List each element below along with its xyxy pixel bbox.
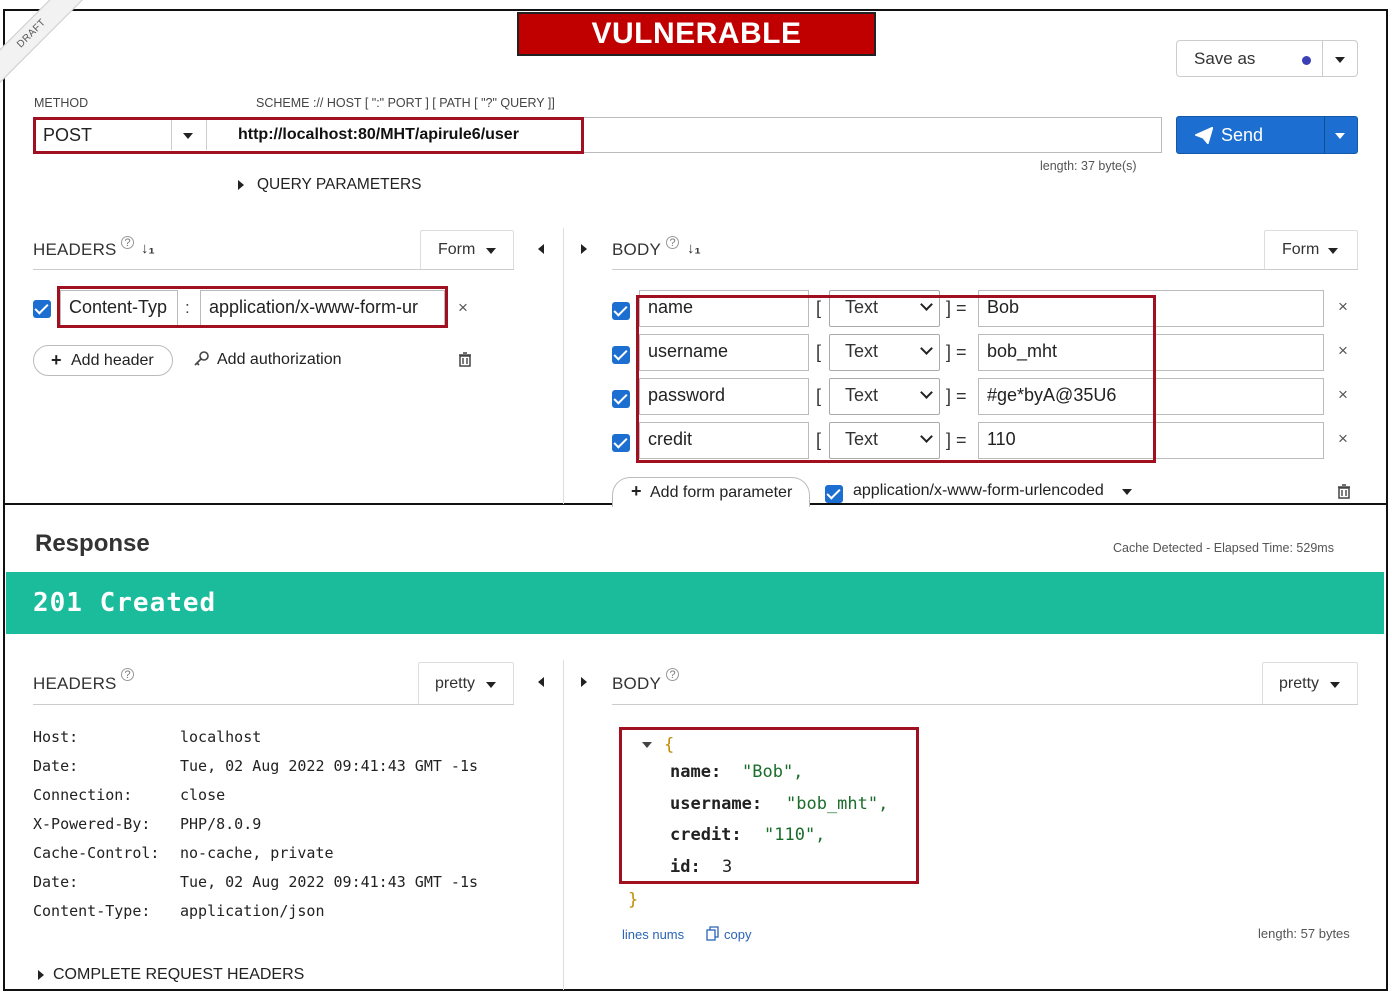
param-name-input[interactable]: username [639, 334, 809, 371]
help-icon[interactable]: ? [666, 236, 679, 249]
add-header-label: Add header [71, 352, 154, 369]
resp-body-mode[interactable] [1262, 662, 1358, 704]
resp-body-mode-label: pretty [1279, 675, 1320, 692]
response-length: length: 57 bytes [1258, 926, 1350, 941]
param-name-input[interactable]: name [639, 290, 809, 327]
save-as-button[interactable] [1176, 40, 1358, 77]
response-header-value: Tue, 02 Aug 2022 09:41:43 GMT -1s [180, 757, 479, 775]
method-label: METHOD [34, 96, 89, 110]
complete-headers-expand-icon[interactable] [38, 970, 44, 980]
trash-icon[interactable] [1337, 484, 1351, 499]
content-type-checkbox[interactable] [825, 485, 843, 503]
add-form-parameter-label: Add form parameter [650, 484, 793, 501]
param-name-input[interactable]: password [639, 378, 809, 415]
add-form-parameter-button[interactable] [612, 477, 810, 507]
param-close-eq: ] = [946, 298, 967, 318]
resp-body-title: BODY [612, 674, 661, 693]
url-input[interactable]: http://localhost:80/MHT/apirule6/user [238, 126, 519, 143]
sort-icon[interactable]: ↓₁ [141, 240, 155, 257]
resp-headers-title: HEADERS [33, 674, 117, 693]
chevron-down-icon[interactable] [1122, 489, 1132, 495]
collapse-right-icon[interactable] [581, 244, 587, 254]
param-type-label: Text [845, 341, 879, 361]
json-key: id: [670, 856, 701, 877]
json-key: credit: [670, 825, 742, 845]
json-value: 3 [722, 856, 733, 877]
response-header-key: Connection: [33, 786, 133, 804]
param-close-eq: ] = [946, 430, 967, 450]
remove-param-icon[interactable]: × [1338, 385, 1348, 404]
param-enabled-checkbox[interactable] [612, 346, 630, 364]
response-header-key: Content-Type: [33, 902, 151, 920]
param-open-bracket: [ [816, 342, 822, 362]
chevron-down-icon [486, 248, 496, 254]
param-close-eq: ] = [946, 342, 967, 362]
req-headers-mode[interactable] [420, 230, 514, 269]
param-close-eq: ] = [946, 386, 967, 406]
response-meta: Cache Detected - Elapsed Time: 529ms [1113, 541, 1334, 555]
lines-nums-toggle[interactable]: lines nums [622, 927, 685, 942]
url-length: length: 37 byte(s) [1040, 159, 1137, 173]
json-highlight [619, 727, 919, 884]
plus-icon: + [51, 350, 62, 370]
param-open-bracket: [ [816, 298, 822, 318]
header-enabled-checkbox[interactable] [33, 300, 51, 318]
json-key: username: [670, 793, 763, 814]
response-header-key: Date: [33, 757, 79, 775]
param-value-input[interactable]: #ge*byA@35U6 [978, 378, 1324, 415]
remove-param-icon[interactable]: × [1338, 341, 1348, 360]
save-as-dropdown-icon[interactable] [1335, 57, 1345, 63]
json-close-brace: } [628, 890, 639, 910]
help-icon[interactable]: ? [121, 236, 134, 249]
json-value: "Bob", [742, 762, 804, 782]
param-enabled-checkbox[interactable] [612, 302, 630, 320]
help-icon[interactable]: ? [666, 668, 679, 681]
req-body-title: BODY [612, 240, 661, 259]
scheme-label: SCHEME :// HOST [ ":" PORT ] [ PATH [ "?" QUERY ]] [256, 96, 555, 110]
add-authorization-link[interactable]: Add authorization [217, 351, 342, 368]
response-header-key: Date: [33, 873, 79, 891]
response-header-value: localhost [180, 728, 262, 746]
remove-param-icon[interactable]: × [1338, 429, 1348, 448]
req-body-mode[interactable] [1264, 230, 1358, 269]
param-type-label: Text [845, 385, 879, 405]
param-value-input[interactable]: Bob [978, 290, 1324, 327]
json-value: "bob_mht", [786, 793, 889, 814]
body-params-highlight [636, 295, 1156, 463]
resp-headers-mode-label: pretty [435, 675, 476, 692]
trash-icon[interactable] [458, 352, 472, 367]
help-icon[interactable]: ? [121, 668, 134, 681]
remove-param-icon[interactable]: × [1338, 297, 1348, 316]
param-open-bracket: [ [816, 386, 822, 406]
response-header-value: no-cache, private [180, 844, 334, 862]
sort-icon[interactable]: ↓₁ [687, 240, 701, 257]
paper-plane-icon [1195, 127, 1213, 144]
method-select[interactable]: POST [43, 125, 93, 145]
json-value: "110", [764, 825, 826, 845]
collapse-right-icon[interactable] [581, 677, 587, 687]
status-code: 201 Created [33, 588, 217, 618]
query-parameters-toggle[interactable]: QUERY PARAMETERS [257, 176, 422, 193]
json-open-brace: { [664, 735, 675, 755]
collapse-left-icon[interactable] [538, 244, 544, 254]
response-title: Response [35, 530, 150, 557]
param-type-label: Text [845, 297, 879, 317]
header-value-input[interactable]: application/x-www-form-ur [200, 290, 445, 326]
response-header-key: Cache-Control: [33, 844, 160, 862]
save-as-label: Save as [1194, 49, 1256, 68]
req-headers-mode-label: Form [438, 241, 476, 258]
param-enabled-checkbox[interactable] [612, 390, 630, 408]
req-body-mode-label: Form [1282, 241, 1320, 258]
response-header-key: Host: [33, 728, 79, 746]
plus-icon: + [631, 481, 642, 501]
add-header-button[interactable] [33, 345, 173, 376]
send-label: Send [1221, 125, 1264, 145]
copy-button[interactable]: copy [724, 927, 752, 942]
json-key: name: [670, 762, 722, 782]
response-header-value: Tue, 02 Aug 2022 09:41:43 GMT -1s [180, 873, 479, 891]
remove-header-icon[interactable]: × [458, 298, 468, 317]
draft-ribbon: DRAFT [0, 0, 83, 85]
response-header-value: application/json [180, 902, 325, 920]
header-separator: : [185, 298, 190, 317]
url-highlight [33, 117, 584, 154]
query-expand-icon[interactable] [238, 180, 244, 190]
param-value-input[interactable]: 110 [978, 422, 1324, 459]
collapse-left-icon[interactable] [538, 677, 544, 687]
body-content-type[interactable]: application/x-www-form-urlencoded [853, 482, 1104, 499]
send-button[interactable] [1176, 116, 1358, 154]
param-enabled-checkbox[interactable] [612, 434, 630, 452]
copy-icon [706, 926, 720, 941]
key-icon [193, 350, 210, 367]
param-open-bracket: [ [816, 430, 822, 450]
response-header-value: PHP/8.0.9 [180, 815, 262, 833]
param-value-input[interactable]: bob_mht [978, 334, 1324, 371]
chevron-down-icon [486, 682, 496, 688]
header-highlight [57, 286, 448, 328]
req-headers-title: HEADERS [33, 240, 117, 259]
chevron-down-icon [1330, 682, 1340, 688]
response-header-key: X-Powered-By: [33, 815, 151, 833]
unsaved-dot-icon [1302, 56, 1311, 65]
resp-headers-mode[interactable] [418, 662, 514, 704]
chevron-down-icon [1328, 248, 1338, 254]
vulnerable-banner: VULNERABLE [517, 12, 876, 56]
header-name-input[interactable]: Content-Typ [60, 290, 178, 326]
param-type-label: Text [845, 429, 879, 449]
param-name-input[interactable]: credit [639, 422, 809, 459]
response-header-value: close [180, 786, 226, 804]
send-dropdown-icon[interactable] [1335, 133, 1345, 139]
complete-request-headers-toggle[interactable]: COMPLETE REQUEST HEADERS [53, 966, 305, 983]
